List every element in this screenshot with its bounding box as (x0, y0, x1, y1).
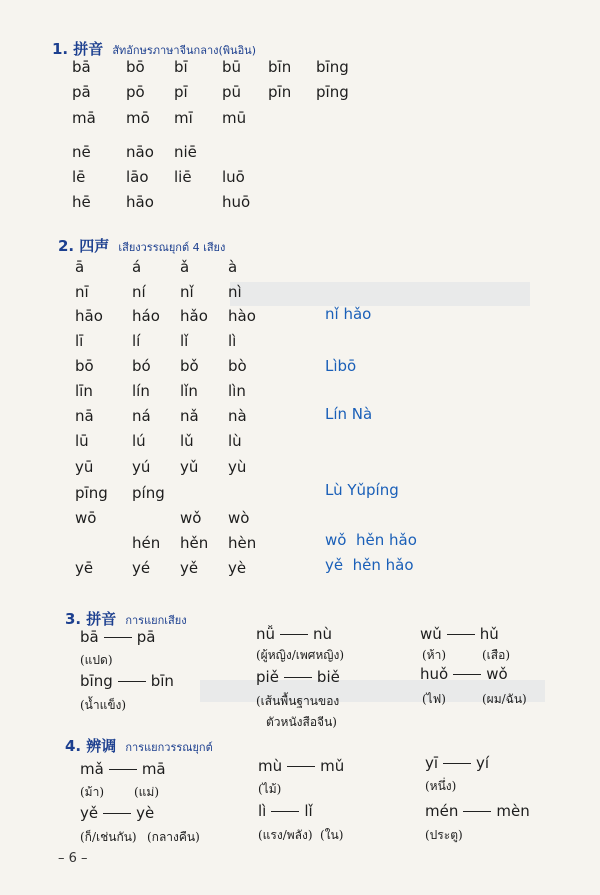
pinyin-syllable: lǐ (180, 332, 189, 350)
pinyin-syllable: pō (126, 83, 145, 101)
section-number: 4. (65, 737, 82, 755)
pair-second: biě (316, 668, 340, 686)
pair-dash (109, 769, 137, 770)
gloss-thai: (หนึ่ง) (425, 779, 457, 793)
pinyin-syllable: ǎ (180, 258, 190, 276)
pinyin-syllable: yè (228, 559, 247, 577)
pair-first: wǔ (420, 625, 442, 643)
syllable-pair (80, 760, 166, 778)
pair-first: bīng (80, 672, 113, 690)
pinyin-syllable: bī (174, 58, 188, 76)
gloss-thai: (ประตู) (425, 828, 463, 842)
pinyin-syllable: lìn (228, 382, 246, 400)
example-phrase: yě hěn hǎo (325, 556, 414, 574)
pinyin-syllable: pā (72, 83, 91, 101)
pair-dash (443, 763, 471, 764)
pinyin-syllable: hē (72, 193, 91, 211)
pair-second: yí (476, 754, 490, 772)
pinyin-syllable: nī (75, 283, 89, 301)
pinyin-syllable: lāo (126, 168, 149, 186)
pinyin-syllable: wǒ (180, 509, 202, 527)
pinyin-syllable: bā (72, 58, 91, 76)
pinyin-syllable: liē (174, 168, 192, 186)
example-phrase: wǒ hěn hǎo (325, 531, 417, 549)
pair-first: mén (425, 802, 459, 820)
pinyin-syllable: hǎo (180, 307, 208, 325)
pinyin-syllable: pī (174, 83, 188, 101)
pinyin-syllable: háo (132, 307, 160, 325)
pinyin-syllable: bó (132, 357, 151, 375)
pinyin-syllable: wō (75, 509, 97, 527)
pair-dash (447, 634, 475, 635)
pinyin-syllable: nā (75, 407, 94, 425)
gloss-thai: (แปด) (80, 653, 113, 667)
pair-second: bīn (150, 672, 174, 690)
pinyin-syllable: līn (75, 382, 93, 400)
pinyin-syllable: yē (75, 559, 94, 577)
syllable-pair (420, 665, 508, 683)
pinyin-syllable: lín (132, 382, 150, 400)
pinyin-syllable: mā (72, 109, 96, 127)
section-1-heading (52, 38, 256, 59)
section-title-thai: สัทอักษรภาษาจีนกลาง(พินอิน) (112, 44, 256, 57)
pinyin-syllable: lú (132, 432, 146, 450)
section-number: 1. (52, 40, 69, 58)
pair-second: mā (141, 760, 166, 778)
section-title-chinese: 四声 (79, 237, 110, 255)
syllable-pair (258, 757, 344, 775)
section-2-heading (58, 235, 225, 256)
pinyin-syllable: nē (72, 143, 91, 161)
pair-dash (284, 677, 312, 678)
syllable-pair (258, 802, 313, 820)
gloss-thai: (แรง/พลัง) (258, 828, 313, 842)
pair-second: mǔ (320, 757, 345, 775)
pinyin-syllable: bò (228, 357, 247, 375)
gloss-thai: (แม่) (134, 785, 160, 799)
pinyin-syllable: pīn (268, 83, 292, 101)
pinyin-syllable: lī (75, 332, 84, 350)
gloss-thai: (กลางคืน) (147, 830, 200, 844)
pair-dash (463, 811, 491, 812)
section-title-chinese: 辨调 (86, 737, 117, 755)
pinyin-syllable: niē (174, 143, 197, 161)
pair-second: hǔ (479, 625, 499, 643)
pair-first: nǚ (256, 625, 276, 643)
section-3-heading (65, 608, 187, 629)
pinyin-syllable: bō (126, 58, 145, 76)
gloss-thai: (ใน) (320, 828, 344, 842)
section-title-thai: การแยกวรรณยุกต์ (125, 741, 213, 754)
pair-second: lǐ (304, 802, 313, 820)
pinyin-syllable: hào (228, 307, 256, 325)
pair-dash (280, 634, 308, 635)
pinyin-syllable: pū (222, 83, 242, 101)
page-number: – 6 – (58, 851, 88, 866)
pinyin-syllable: lù (228, 432, 242, 450)
gloss-thai: (น้ำแข็ง) (80, 698, 127, 712)
pinyin-syllable: pīng (316, 83, 349, 101)
pair-first: yě (80, 804, 99, 822)
gloss-thai: (ม้า) (80, 785, 105, 799)
pinyin-syllable: mū (222, 109, 247, 127)
pinyin-syllable: yǔ (180, 458, 199, 476)
pinyin-syllable: hěn (180, 534, 209, 552)
example-phrase: Lìbō (325, 357, 357, 375)
pinyin-syllable: lì (228, 332, 237, 350)
pair-second: nù (313, 625, 333, 643)
pair-dash (104, 637, 132, 638)
pinyin-syllable: mī (174, 109, 193, 127)
section-title-chinese: 拼音 (86, 610, 117, 628)
pinyin-syllable: nì (228, 283, 242, 301)
pair-first: mù (258, 757, 283, 775)
pinyin-syllable: yù (228, 458, 247, 476)
pinyin-syllable: hèn (228, 534, 257, 552)
syllable-pair (80, 628, 155, 646)
show-through-band (230, 282, 530, 306)
gloss-thai: ตัวหนังสือจีน) (266, 715, 337, 729)
pinyin-syllable: ā (75, 258, 85, 276)
pair-first: piě (256, 668, 279, 686)
section-number: 3. (65, 610, 82, 628)
syllable-pair (80, 804, 154, 822)
syllable-pair (425, 802, 530, 820)
syllable-pair (80, 672, 174, 690)
pinyin-syllable: lū (75, 432, 89, 450)
syllable-pair (256, 668, 340, 686)
pair-dash (453, 674, 481, 675)
example-phrase: Lín Nà (325, 405, 373, 423)
section-title-chinese: 拼音 (73, 40, 104, 58)
pinyin-syllable: ní (132, 283, 146, 301)
example-phrase: Lù Yǔpíng (325, 481, 399, 499)
pair-second: pā (136, 628, 156, 646)
pair-first: yī (425, 754, 439, 772)
pair-dash (103, 813, 131, 814)
pinyin-syllable: lǔ (180, 432, 194, 450)
pair-first: bā (80, 628, 99, 646)
pinyin-syllable: pīng (75, 484, 108, 502)
gloss-thai: (ผู้หญิง/เพศหญิง) (256, 648, 345, 662)
gloss-thai: (ไฟ) (422, 692, 446, 706)
pinyin-syllable: bō (75, 357, 94, 375)
pinyin-syllable: luō (222, 168, 245, 186)
example-phrase: nǐ hǎo (325, 305, 372, 323)
pinyin-syllable: yú (132, 458, 151, 476)
pair-dash (287, 766, 315, 767)
pair-first: mǎ (80, 760, 104, 778)
pair-dash (271, 811, 299, 812)
pair-second: wǒ (486, 665, 508, 683)
section-title-thai: เสียงวรรณยุกต์ 4 เสียง (118, 241, 226, 254)
pair-first: lì (258, 802, 267, 820)
syllable-pair (425, 754, 489, 772)
pinyin-syllable: píng (132, 484, 165, 502)
pinyin-syllable: bīng (316, 58, 349, 76)
pinyin-syllable: hāo (126, 193, 154, 211)
section-4-heading (65, 735, 213, 756)
pair-second: mèn (496, 802, 530, 820)
syllable-pair (420, 625, 499, 643)
pinyin-syllable: bū (222, 58, 242, 76)
pinyin-syllable: nà (228, 407, 247, 425)
pinyin-syllable: yé (132, 559, 151, 577)
gloss-thai: (เส้นพื้นฐานของ (256, 694, 340, 708)
pinyin-syllable: lǐn (180, 382, 198, 400)
pinyin-syllable: lē (72, 168, 86, 186)
pinyin-syllable: yě (180, 559, 199, 577)
pinyin-syllable: bǒ (180, 357, 199, 375)
section-number: 2. (58, 237, 75, 255)
pinyin-syllable: hén (132, 534, 161, 552)
pinyin-syllable: mō (126, 109, 150, 127)
pinyin-syllable: à (228, 258, 238, 276)
gloss-thai: (เสือ) (482, 648, 510, 662)
pinyin-syllable: lí (132, 332, 141, 350)
pinyin-syllable: huō (222, 193, 251, 211)
gloss-thai: (ผม/ฉัน) (482, 692, 527, 706)
pair-first: huǒ (420, 665, 449, 683)
pinyin-syllable: yū (75, 458, 94, 476)
pinyin-syllable: bīn (268, 58, 292, 76)
pinyin-syllable: nǐ (180, 283, 194, 301)
pair-second: yè (136, 804, 155, 822)
gloss-thai: (ห้า) (422, 648, 447, 662)
section-title-thai: การแยกเสียง (125, 614, 187, 627)
syllable-pair (256, 625, 332, 643)
pinyin-syllable: nāo (126, 143, 154, 161)
pinyin-syllable: hāo (75, 307, 103, 325)
pair-dash (118, 681, 146, 682)
pinyin-syllable: á (132, 258, 142, 276)
gloss-thai: (ก็/เช่นกัน) (80, 830, 137, 844)
pinyin-syllable: wò (228, 509, 250, 527)
pinyin-syllable: ná (132, 407, 151, 425)
pinyin-syllable: nǎ (180, 407, 199, 425)
gloss-thai: (ไม้) (258, 782, 282, 796)
